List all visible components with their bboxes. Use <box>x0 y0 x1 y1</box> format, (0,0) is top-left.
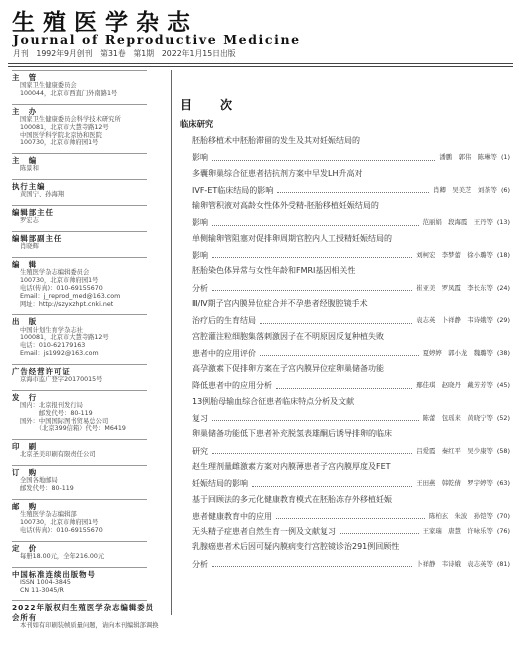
toc-entry-authors: 袁志英 卜祥静 韦诗娥等 <box>416 316 493 325</box>
masthead-section <box>12 314 162 357</box>
toc-entry-title: Ⅲ/Ⅳ期子宫内膜异位症合并不孕患者经腹腔镜手术 <box>192 298 368 308</box>
toc-entry-authors: 崔亚美 罗凤霞 李长东等 <box>416 283 493 292</box>
masthead-section <box>12 465 162 493</box>
masthead-label: 执行主编 <box>12 182 46 192</box>
toc-entry-title: 卵巢储备功能低下患者补充脱氢表雄酮后诱导排卵的临床 <box>192 429 392 439</box>
section-divider <box>12 567 147 568</box>
masthead-label: 广告经营许可证 <box>12 366 71 376</box>
toc-entry-title: 胚胎移植术中胚胎滞留的发生及其对妊娠结局的 <box>192 136 360 145</box>
masthead-line: 国家卫生健康委员会科学技术研究所 <box>20 116 121 123</box>
toc-entry-last-line <box>180 349 510 358</box>
masthead-label: 主 办 <box>12 106 38 116</box>
column-divider <box>171 70 172 615</box>
toc-entry-title: 分析 <box>192 283 208 293</box>
masthead-section <box>12 179 162 199</box>
masthead-line: 京海市监广登字20170015号 <box>20 375 103 383</box>
toc-entry-page: (81) <box>496 559 510 568</box>
dot-leader <box>340 532 419 534</box>
dot-leader <box>212 224 419 226</box>
toc-entry[interactable] <box>180 527 510 536</box>
masthead-line: 生殖医学杂志编辑部 <box>20 511 77 519</box>
toc-entry-last-line <box>180 447 510 456</box>
dot-leader <box>212 159 435 161</box>
masthead-line: 中国计划生育学杂志社 <box>20 326 83 334</box>
dot-leader <box>260 322 412 324</box>
toc-entry-page: (13) <box>496 218 510 227</box>
masthead-label: 编 辑 <box>12 260 38 270</box>
masthead-label: 编辑部主任 <box>12 208 54 218</box>
masthead-section <box>12 439 162 459</box>
toc-entry-page: (76) <box>496 527 510 536</box>
toc-entry-authors: 刘柯宏 李梦蕾 徐小璐等 <box>416 251 493 260</box>
masthead-section <box>12 364 162 384</box>
masthead-label: 邮 购 <box>12 501 38 511</box>
masthead-line: 黄国宁、孙海翔 <box>20 191 65 199</box>
toc-entry-title: 患者中的应用评价 <box>192 348 256 358</box>
masthead-line: 100730，北京市帅府园1号 <box>20 518 99 526</box>
masthead-line: 国家卫生健康委员会 <box>20 82 77 90</box>
toc-entry[interactable] <box>180 542 510 569</box>
masthead-line: ISSN 1004-3845 <box>20 578 71 586</box>
toc-entry-last-line <box>180 560 510 569</box>
toc-entry-authors: 夏婷婷 郭小龙 魏璐等 <box>422 348 493 357</box>
toc-entry-title: 无头精子症患者自然生育一例及文献复习 <box>192 527 336 537</box>
masthead-section <box>12 257 162 308</box>
toc-entry-page: (58) <box>496 446 510 455</box>
toc-entry[interactable] <box>180 397 510 424</box>
section-divider <box>12 104 147 105</box>
toc-heading: 目 次 <box>180 98 241 112</box>
toc-entry-title: 患者健康教育中的应用 <box>192 511 272 521</box>
toc-entry-title: 胚胎染色体异常与女性年龄和FMRI基因相关性 <box>192 266 356 276</box>
toc-entry-last-line <box>180 414 510 423</box>
masthead-line: 邮发代号：80-119 <box>20 409 93 417</box>
masthead-section <box>12 567 162 595</box>
toc-entry[interactable] <box>180 266 510 293</box>
toc-entry-title: 降低患者中的应用分析 <box>192 381 272 391</box>
toc-entry-title: 影响 <box>192 218 208 228</box>
dot-leader <box>276 387 412 389</box>
toc-entry-page: (18) <box>496 251 510 260</box>
masthead-section <box>12 104 162 147</box>
toc-entry-title: 多囊卵巢综合征患者拮抗剂方案中早发LH升高对 <box>192 168 363 178</box>
toc-entry-page: (45) <box>496 381 510 390</box>
toc-entry-last-line <box>180 512 510 521</box>
header-rule-thin <box>8 66 513 67</box>
toc-entry-title: 宫腔灌注粒细胞集落刺激因子在不明原因反复种植失败 <box>192 331 384 341</box>
masthead-label: 定 价 <box>12 543 38 553</box>
dot-leader <box>212 419 419 421</box>
section-divider <box>12 600 147 601</box>
toc-entry-title: 乳腺癌患者术后因可疑内膜病变行宫腔镜诊治291例回顾性 <box>192 542 400 552</box>
toc-entry-authors: 肖卿 吴美芝 刘茶等 <box>433 185 497 194</box>
toc-entry-page: (6) <box>500 185 510 194</box>
toc-entry[interactable] <box>180 429 510 456</box>
toc-entry-last-line <box>180 153 510 162</box>
dot-leader <box>212 289 412 291</box>
toc-entry-last-line <box>180 527 510 536</box>
header-rule <box>8 63 513 64</box>
masthead-label: 印 刷 <box>12 442 38 452</box>
toc-entry-title: 治疗后的生育结局 <box>192 316 256 326</box>
dot-leader <box>276 517 425 519</box>
masthead-line: 肖晓辉 <box>20 243 39 251</box>
toc-entry-authors: 陈蕾 包瑶来 黄晓宁等 <box>422 414 493 423</box>
toc-entry-title: 影响 <box>192 153 208 163</box>
toc-entry-authors: 陈柏玄 朱波 孙铠等 <box>428 511 493 520</box>
masthead-line: （北京399信箱）代号：M6419 <box>20 425 126 433</box>
masthead-section <box>12 205 162 225</box>
toc-entry-last-line <box>180 186 510 195</box>
section-divider <box>12 205 147 206</box>
masthead-line: 中国医学科学院北京协和医院 <box>20 131 102 139</box>
section-divider <box>12 257 147 258</box>
dot-leader <box>212 256 412 258</box>
masthead-line: Email：j_reprod_med@163.com <box>20 292 121 300</box>
masthead-line: 每册18.00元，全年216.00元 <box>20 552 105 560</box>
toc-entry-title: 单侧输卵管阻塞对促排卵周期官腔内人工授精妊娠结局的 <box>192 233 392 243</box>
toc-entry[interactable] <box>180 299 510 326</box>
toc-entry-authors: 卜祥静 韦诗娥 袁志英等 <box>416 559 493 568</box>
section-divider <box>12 499 147 500</box>
section-divider <box>12 465 147 466</box>
masthead-line: 网址：http://szyxzhpt.cnki.net <box>20 300 114 308</box>
masthead-line: 100081，北京市大慧寺路12号 <box>20 123 109 131</box>
masthead-line: 100044，北京市西直门外南路1号 <box>20 90 118 97</box>
toc-entry-authors: 王家瑞 唐慧 许咏乐等 <box>422 527 493 536</box>
masthead-section <box>12 600 162 629</box>
toc-entry[interactable] <box>180 169 510 196</box>
masthead-label: 中国标准连续出版物号 <box>12 569 96 579</box>
toc-entry-page: (29) <box>496 316 510 325</box>
section-divider <box>12 231 147 232</box>
toc-entry-authors: 鄢佳琪 赵晓丹 戴芳芳等 <box>416 381 493 390</box>
masthead-line: 本刊如有印刷装帧质量问题，请向本刊编辑部调换 <box>20 621 159 629</box>
dot-leader <box>260 354 419 356</box>
toc-entry-page: (24) <box>496 283 510 292</box>
masthead-line: 国外：中国国际图书贸易总公司 <box>20 417 109 425</box>
toc-entry[interactable] <box>180 234 510 261</box>
section-divider <box>12 70 147 71</box>
masthead-line: 电话(传真)：010-69155670 <box>20 526 103 534</box>
masthead-label: 主 编 <box>12 156 38 166</box>
toc-entry[interactable] <box>180 462 510 489</box>
masthead-line: Email：js1992@163.com <box>20 349 99 357</box>
toc-entry-page: (52) <box>496 414 510 423</box>
section-divider <box>12 390 147 391</box>
toc-list <box>180 136 510 575</box>
masthead-line: 国内：北京报刊发行局 <box>20 401 83 409</box>
toc-entry-authors: 王田燕 韩乾倩 罗宇婷等 <box>416 479 493 488</box>
masthead-line: CN 11-3045/R <box>20 586 64 594</box>
toc-entry[interactable] <box>180 136 510 163</box>
toc-entry-title: 影响 <box>192 251 208 261</box>
masthead-label: 2022年版权归生殖医学杂志编辑委员会所有 <box>12 603 155 622</box>
toc-entry[interactable] <box>180 201 510 228</box>
masthead-section <box>12 541 162 561</box>
masthead-line: 100730，北京市帅府园1号 <box>20 139 99 147</box>
journal-title: 生殖医学杂志 <box>12 9 198 36</box>
toc-entry-last-line <box>180 316 510 325</box>
masthead-section <box>12 153 162 173</box>
toc-entry[interactable] <box>180 495 510 522</box>
toc-entry-last-line <box>180 381 510 390</box>
masthead-column <box>12 70 162 636</box>
toc-entry-authors: 范丽娟 段海霞 王丹等 <box>422 218 493 227</box>
masthead-line: 100081，北京市大慧寺路12号 <box>20 334 109 342</box>
toc-entry-authors: 吕爱霞 秦红平 吴少康等 <box>416 446 493 455</box>
section-divider <box>12 541 147 542</box>
masthead-section <box>12 499 162 535</box>
masthead-line: 全国各地邮局 <box>20 477 58 485</box>
toc-entry-title: 基于回顾法的多元化健康教育模式在胚胎冻存外移植妊娠 <box>192 494 392 504</box>
masthead-label: 发 行 <box>12 392 38 402</box>
toc-entry-page: (63) <box>496 479 510 488</box>
toc-entry-title: 复习 <box>192 414 208 424</box>
issue-info: 月刊 1992年9月创刊 第31卷 第1期 2022年1月15日出版 <box>13 49 236 58</box>
masthead-line: 100730，北京市帅府园1号 <box>20 277 99 285</box>
masthead-section <box>12 231 162 251</box>
masthead-line: 电话(传真)：010-69155670 <box>20 284 103 292</box>
masthead-line: 北京圣美印刷有限责任公司 <box>20 451 96 459</box>
dot-leader <box>277 191 429 193</box>
masthead-line: 罗宏志 <box>20 217 39 225</box>
toc-entry[interactable] <box>180 332 510 359</box>
toc-entry-title: 13例胎母输血综合征患者临床特点分析及文献 <box>192 396 355 406</box>
masthead-section <box>12 70 162 98</box>
section-divider <box>12 364 147 365</box>
toc-category: 临床研究 <box>180 119 214 129</box>
section-divider <box>12 439 147 440</box>
masthead-section <box>12 390 162 433</box>
toc-entry-title: 输卵管积液对高龄女性体外受精-胚胎移植妊娠结局的 <box>192 201 379 211</box>
journal-title-english: Journal of Reproductive Medicine <box>13 32 301 47</box>
toc-entry-title: 高孕激素下促排卵方案在子宫内膜异位症卵巢储备功能 <box>192 364 384 374</box>
masthead-line: 生殖医学杂志编辑委员会 <box>20 269 90 277</box>
toc-entry-title: 妊娠结局的影响 <box>192 479 248 489</box>
toc-entry-authors: 潘鹏 郭伟 陈琳等 <box>439 153 497 162</box>
toc-entry-page: (70) <box>496 511 510 520</box>
dot-leader <box>212 452 412 454</box>
toc-entry-last-line <box>180 251 510 260</box>
dot-leader <box>252 485 412 487</box>
masthead-label: 编辑部副主任 <box>12 234 63 244</box>
section-divider <box>12 153 147 154</box>
masthead-label: 订 购 <box>12 468 38 478</box>
section-divider <box>12 179 147 180</box>
dot-leader <box>212 565 412 567</box>
toc-entry-last-line <box>180 284 510 293</box>
toc-entry-last-line <box>180 479 510 488</box>
toc-entry[interactable] <box>180 364 510 391</box>
toc-entry-last-line <box>180 218 510 227</box>
masthead-line: 电话：010-62179163 <box>20 342 86 350</box>
masthead-line: 邮发代号：80-119 <box>20 485 74 493</box>
toc-entry-page: (1) <box>500 153 510 162</box>
toc-entry-title: IVF-ET临床结局的影响 <box>192 185 274 195</box>
masthead-line: 陈景和 <box>20 165 39 173</box>
section-divider <box>12 314 147 315</box>
toc-entry-title: 赵生理剂量雌激素方案对内膜薄患者子宫内膜厚度及FET <box>192 461 391 471</box>
toc-entry-page: (38) <box>496 348 510 357</box>
toc-entry-title: 分析 <box>192 559 208 569</box>
masthead-label: 主 管 <box>12 73 38 82</box>
toc-entry-title: 研究 <box>192 446 208 456</box>
masthead-label: 出 版 <box>12 317 38 327</box>
